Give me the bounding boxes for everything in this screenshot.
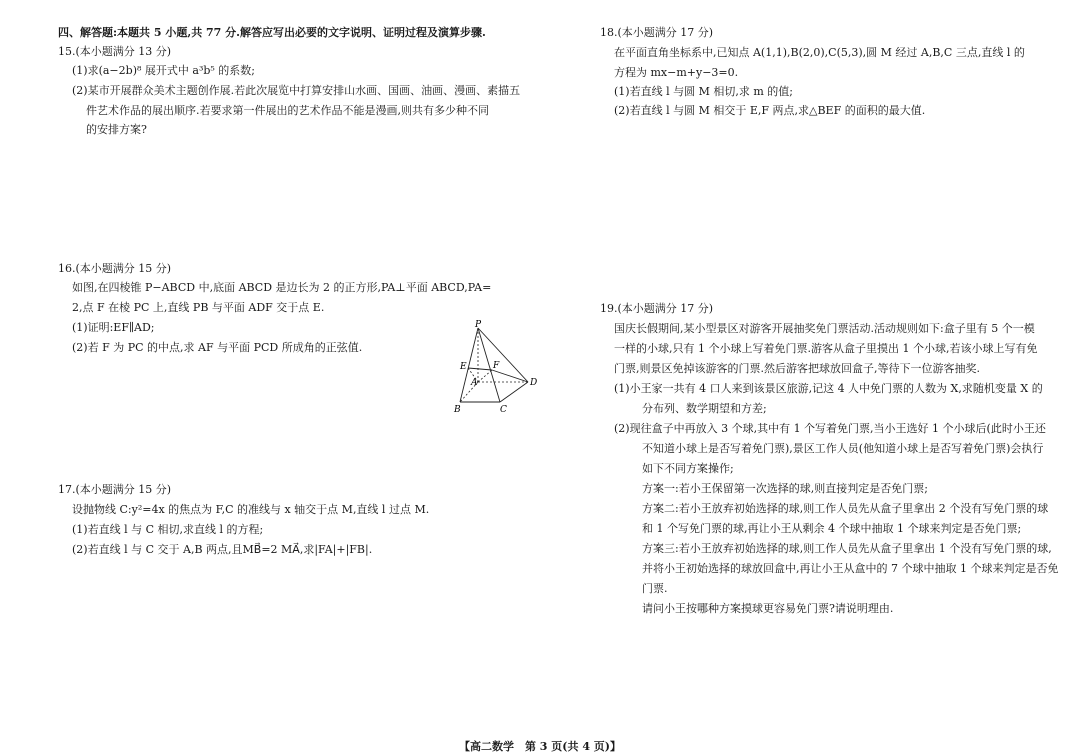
q18-title: 18.(本小题满分 17 分) [600, 26, 714, 39]
q17-stem: 设抛物线 C:y²=4x 的焦点为 F,C 的准线与 x 轴交于点 M,直线 l 过点 M. [72, 503, 430, 516]
label-d: D [530, 378, 538, 388]
label-c: C [500, 405, 507, 415]
label-p: P [475, 320, 482, 330]
q19-part2-line2: 不知道小球上是否写着免门票),景区工作人员(他知道小球上是否写着免门票)会执行 [642, 442, 1044, 455]
q15-part2-line1: (2)某市开展群众美术主题创作展.若此次展览中打算安排山水画、国画、油画、漫画、素描五 [72, 84, 521, 97]
q19-stem-line3: 门票,则景区免掉该游客的门票.然后游客把球放回盒子,等待下一位游客抽奖. [614, 362, 980, 375]
q16-part1: (1)证明:EF∥AD; [72, 321, 155, 334]
label-f: F [493, 361, 500, 371]
edge-af [478, 370, 492, 382]
label-e: E [460, 362, 467, 372]
q19-title: 19.(本小题满分 17 分) [600, 302, 714, 315]
q16-stem-line2: 2,点 F 在棱 PC 上,直线 PB 与平面 ADF 交于点 E. [72, 301, 325, 314]
q19-part1-line2: 分布列、数学期望和方差; [642, 402, 767, 415]
q19-part2-line3: 如下不同方案操作; [642, 462, 734, 475]
q17-part1: (1)若直线 l 与 C 相切,求直线 l 的方程; [72, 523, 264, 536]
edge-ef [468, 368, 492, 370]
q18-part1: (1)若直线 l 与圆 M 相切,求 m 的值; [614, 85, 793, 98]
label-a: A [471, 378, 478, 388]
q16-part2: (2)若 F 为 PC 的中点,求 AF 与平面 PCD 所成角的正弦值. [72, 341, 363, 354]
q15-part1: (1)求(a−2b)⁸ 展开式中 a³b⁵ 的系数; [72, 64, 256, 77]
q15-part2-line2: 件艺术作品的展出顺序.若要求第一件展出的艺术作品不能是漫画,则共有多少种不同 [86, 104, 489, 117]
q16-title: 16.(本小题满分 15 分) [58, 262, 172, 275]
q15-title: 15.(本小题满分 13 分) [58, 45, 172, 58]
q19-part1-line1: (1)小王家一共有 4 口人来到该景区旅游,记这 4 人中免门票的人数为 X,求随机变量 X 的 [614, 382, 1043, 395]
q19-scheme3-line2: 并将小王初始选择的球放回盒中,再让小王从盒中的 7 个球中抽取 1 个球来判定是否免 [642, 562, 1059, 575]
q19-part2-line1: (2)现往盒子中再放入 3 个球,其中有 1 个写着免门票,当小王选好 1 个小球后(此时小王还 [614, 422, 1046, 435]
q19-scheme1: 方案一:若小王保留第一次选择的球,则直接判定是否免门票; [642, 482, 928, 495]
q18-stem-line1: 在平面直角坐标系中,已知点 A(1,1),B(2,0),C(5,3),圆 M 经过 A,B,C 三点,直线 l 的 [614, 46, 1025, 59]
q16-stem-line1: 如图,在四棱锥 P−ABCD 中,底面 ABCD 是边长为 2 的正方形,PA⊥平面 ABCD,PA= [72, 281, 492, 294]
q15-part2-line3: 的安排方案? [86, 123, 147, 136]
q19-scheme3-line1: 方案三:若小王放弃初始选择的球,则工作人员先从盒子里拿出 1 个没有写免门票的球, [642, 542, 1052, 555]
section-header: 四、解答题:本题共 5 小题,共 77 分.解答应写出必要的文字说明、证明过程及演算步骤. [58, 26, 486, 39]
q18-part2: (2)若直线 l 与圆 M 相交于 E,F 两点,求△BEF 的面积的最大值. [614, 104, 926, 117]
pyramid-figure [448, 320, 540, 420]
q18-stem-line2: 方程为 mx−m+y−3=0. [614, 66, 739, 79]
q19-stem-line2: 一样的小球,只有 1 个小球上写着免门票.游客从盒子里摸出 1 个小球,若该小球上写有免 [614, 342, 1038, 355]
q19-final-question: 请问小王按哪种方案摸球更容易免门票?请说明理由. [642, 602, 894, 615]
q17-part2: (2)若直线 l 与 C 交于 A,B 两点,且MB⃗=2 MA⃗,求|FA|+|FB|. [72, 543, 373, 556]
q19-scheme3-line3: 门票. [642, 582, 668, 595]
edge-cd [500, 382, 528, 402]
q19-scheme2-line1: 方案二:若小王放弃初始选择的球,则工作人员先从盒子里拿出 2 个没有写免门票的球 [642, 502, 1049, 515]
page-footer: 【高二数学 第 3 页(共 4 页)】 [458, 740, 622, 753]
q17-title: 17.(本小题满分 15 分) [58, 483, 172, 496]
q19-stem-line1: 国庆长假期间,某小型景区对游客开展抽奖免门票活动.活动规则如下:盒子里有 5 个一模 [614, 322, 1035, 335]
label-b: B [454, 405, 461, 415]
q19-scheme2-line2: 和 1 个写免门票的球,再让小王从剩余 4 个球中抽取 1 个球来判定是否免门票; [642, 522, 1022, 535]
